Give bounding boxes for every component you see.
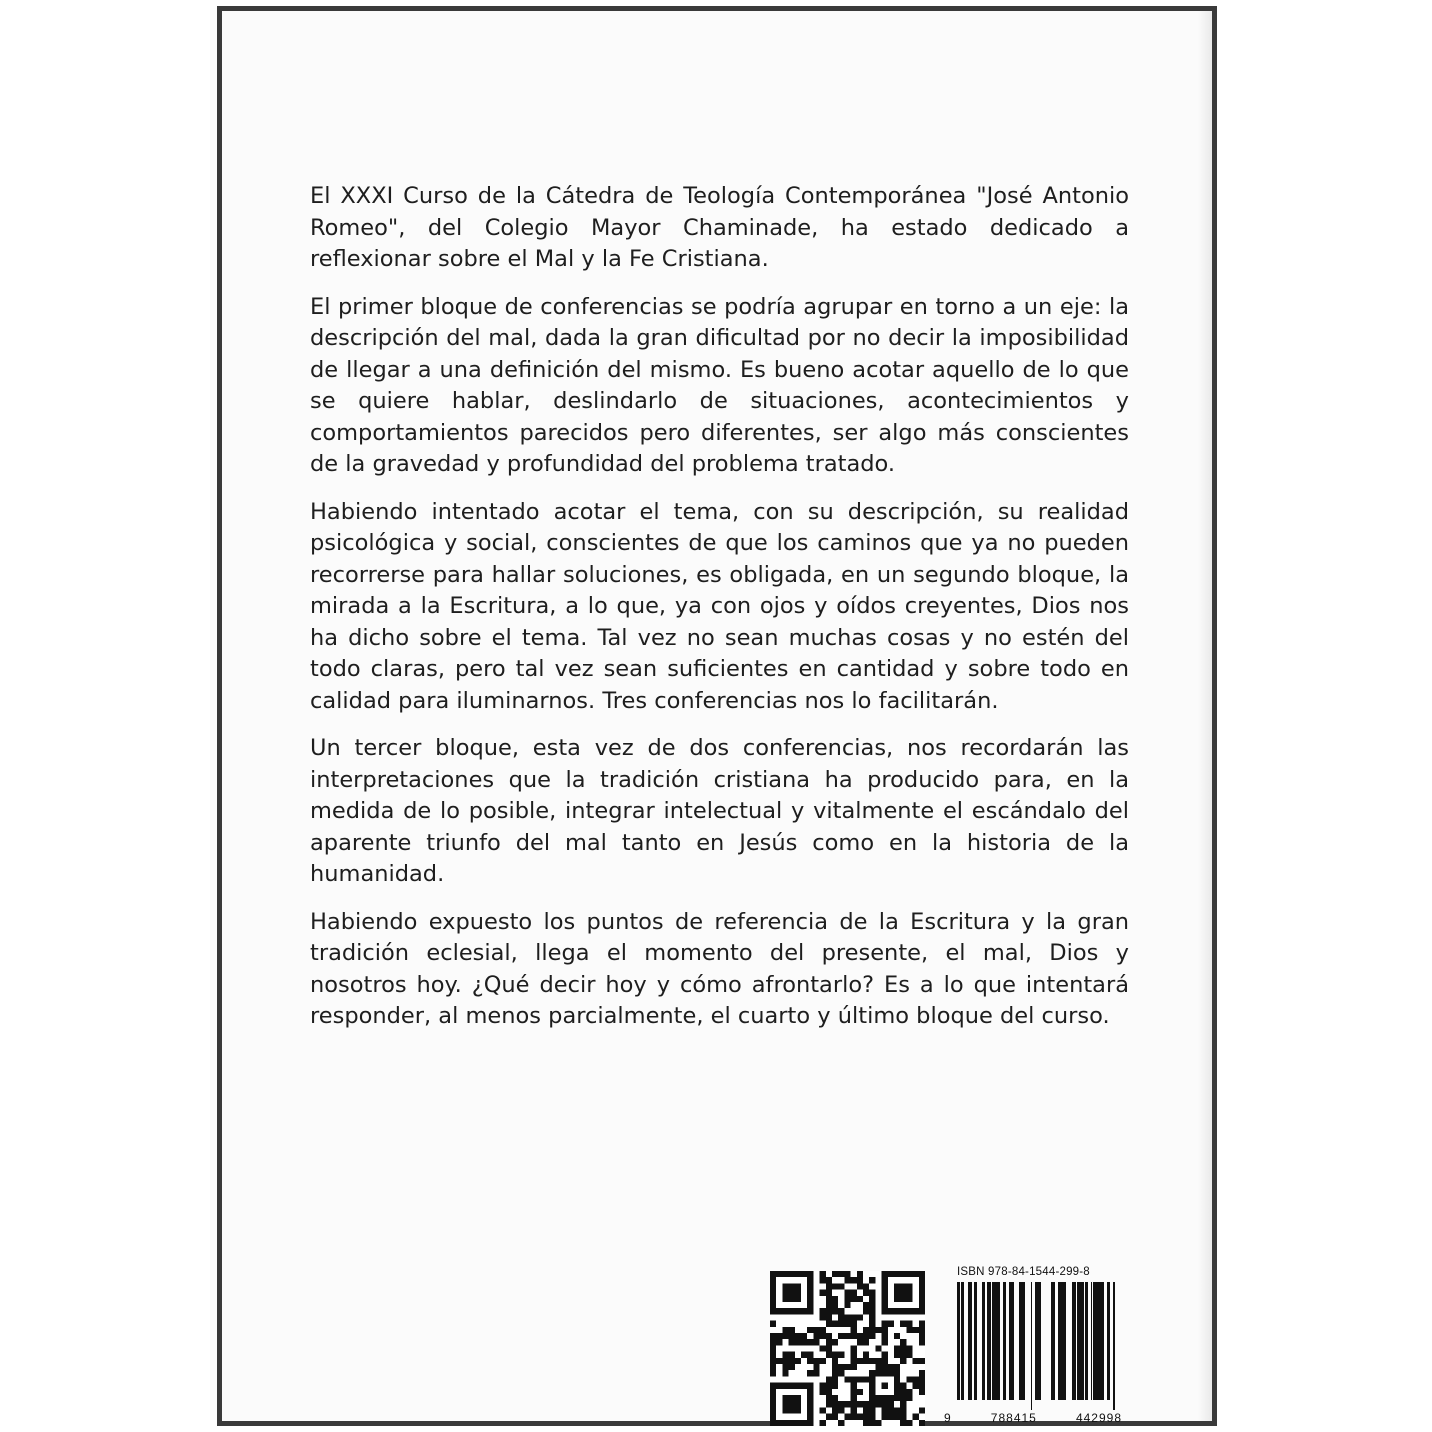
barcode-digits bbox=[944, 1411, 1122, 1425]
barcode-digit-lead: 9 bbox=[944, 1411, 952, 1425]
isbn-label: ISBN 978-84-1544-299-8 bbox=[957, 1266, 1090, 1278]
synopsis-text bbox=[310, 181, 1129, 1049]
barcode-digits-left: 788415 bbox=[990, 1411, 1037, 1425]
paragraph-3: Habiendo intentado acotar el tema, con su descripción, su realidad psicológica y social, conscientes de que los caminos que ya no pueden recorrerse para hallar soluciones, es obligada, en un segundo bloque, la mirada a la Escritura, a lo que, ya con ojos y oídos creyentes, Dios nos ha dicho sobre el tema. Tal vez no sean muchas cosas y no estén del todo claras, pero tal vez sean suficientes en cantidad y sobre todo en calidad para iluminarnos. Tres conferencias nos lo facilitarán. bbox=[310, 498, 1129, 714]
paragraph-5: Habiendo expuesto los puntos de referencia de la Escritura y la gran tradición eclesial, llega el momento del presente, el mal, Dios y nosotros hoy. ¿Qué decir hoy y cómo afrontarlo? Es a lo que intentará responder, al menos parcialmente, el cuarto y último bloque del curso. bbox=[310, 908, 1129, 1029]
cover-edge-shade bbox=[1198, 11, 1212, 1421]
paragraph-2: El primer bloque de conferencias se podría agrupar en torno a un eje: la descripción del mal, dada la gran dificultad por no decir la imposibilidad de llegar a una definición del mismo. Es bueno acotar aquello de lo que se quiere hablar, deslindarlo de situaciones, acontecimientos y comportamientos parecidos pero diferentes, ser algo más conscientes de la gravedad y profundidad del problema tratado. bbox=[310, 293, 1129, 477]
paragraph-4: Un tercer bloque, esta vez de dos conferencias, nos recordarán las interpretaciones que la tradición cristiana ha producido para, en la medida de lo posible, integrar intelectual y vitalmente el escándalo del aparente triunfo del mal tanto en Jesús como en la historia de la humanidad. bbox=[310, 735, 1129, 887]
isbn-barcode bbox=[944, 1282, 1122, 1410]
paragraph-1: El XXXI Curso de la Cátedra de Teología Contemporánea "José Antonio Romeo", del Colegio Mayor Chaminade, ha estado dedicado a reflexionar sobre el Mal y la Fe Cristiana. bbox=[310, 183, 1129, 272]
barcode-digits-right: 442998 bbox=[1075, 1411, 1122, 1425]
qr-code bbox=[770, 1271, 925, 1426]
book-back-cover bbox=[217, 6, 1217, 1426]
